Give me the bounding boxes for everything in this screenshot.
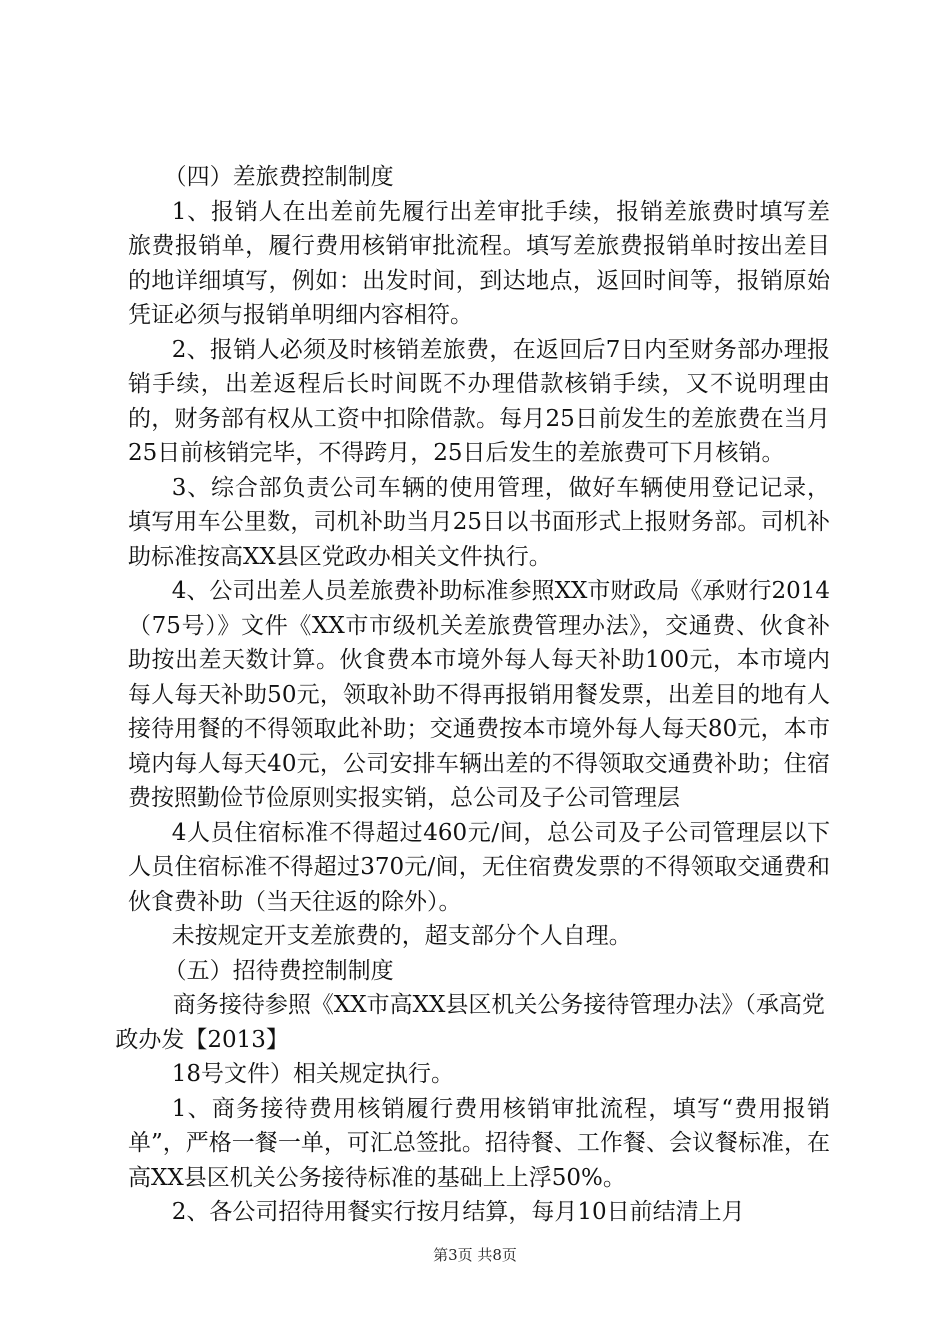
paragraph-hospitality-2: 2、各公司招待用餐实行按月结算，每月10日前结清上月 (171, 1199, 745, 1225)
paragraph-hospitality-ref-cont: 18号文件）相关规定执行。 (171, 1061, 454, 1087)
paragraph-hospitality-ref: 商务接待参照《XX市高XX县区机关公务接待管理办法》（承高党政办发【2013】 (115, 992, 825, 1053)
paragraph-travel-4: 4、公司出差人员差旅费补助标准参照XX市财政局《承财行2014（75号）》文件《XX市市级机关差旅费管理办法》，交通费、伙食补助按出差天数计算。伙食费本市境外每人每天补助100元，本市境内每人每天补助50元，领取补助不得再报销用餐发票，出差目的地有人接待用餐的不得领取此补助；交通费按本市境外每人每天80元，本市境内每人每天40元，公司安排车辆出差的不得领取交通费补助；住宿费按照勤俭节俭原则实报实销，总公司及子公司管理层 (128, 578, 830, 811)
paragraph-travel-2: 2、报销人必须及时核销差旅费，在返回后7日内至财务部办理报销手续，出差返程后长时间既不办理借款核销手续，又不说明理由的，财务部有权从工资中扣除借款。每月25日前发生的差旅费在当月25日前核销完毕，不得跨月，25日后发生的差旅费可下月核销。 (128, 336, 830, 466)
section-heading-hospitality: （五）招待费控制制度 (163, 957, 394, 984)
page-footer: 第3页 共8页 (433, 1246, 517, 1264)
paragraph-travel-4-cont: 4人员住宿标准不得超过460元/间，总公司及子公司管理层以下人员住宿标准不得超过370元/间，无住宿费发票的不得领取交通费和伙食费补助（当天往返的除外）。 (128, 819, 830, 915)
document-body (115, 160, 830, 1230)
paragraph-overspend: 未按规定开支差旅费的，超支部分个人自理。 (171, 923, 632, 949)
section-heading-travel: （四）差旅费控制制度 (163, 164, 394, 190)
paragraph-travel-1: 1、报销人在出差前先履行出差审批手续，报销差旅费时填写差旅费报销单，履行费用核销审批流程。填写差旅费报销单时按出差目的地详细填写，例如：出发时间，到达地点，返回时间等，报销原始凭证必须与报销单明细内容相符。 (128, 198, 830, 328)
paragraph-travel-3: 3、综合部负责公司车辆的使用管理，做好车辆使用登记记录，填写用车公里数，司机补助当月25日以书面形式上报财务部。司机补助标准按高XX县区党政办相关文件执行。 (128, 474, 830, 570)
paragraph-hospitality-1: 1、商务接待费用核销履行费用核销审批流程，填写“费用报销单”，严格一餐一单，可汇总签批。招待餐、工作餐、会议餐标准，在高XX县区机关公务接待标准的基础上上浮50%。 (128, 1095, 830, 1191)
